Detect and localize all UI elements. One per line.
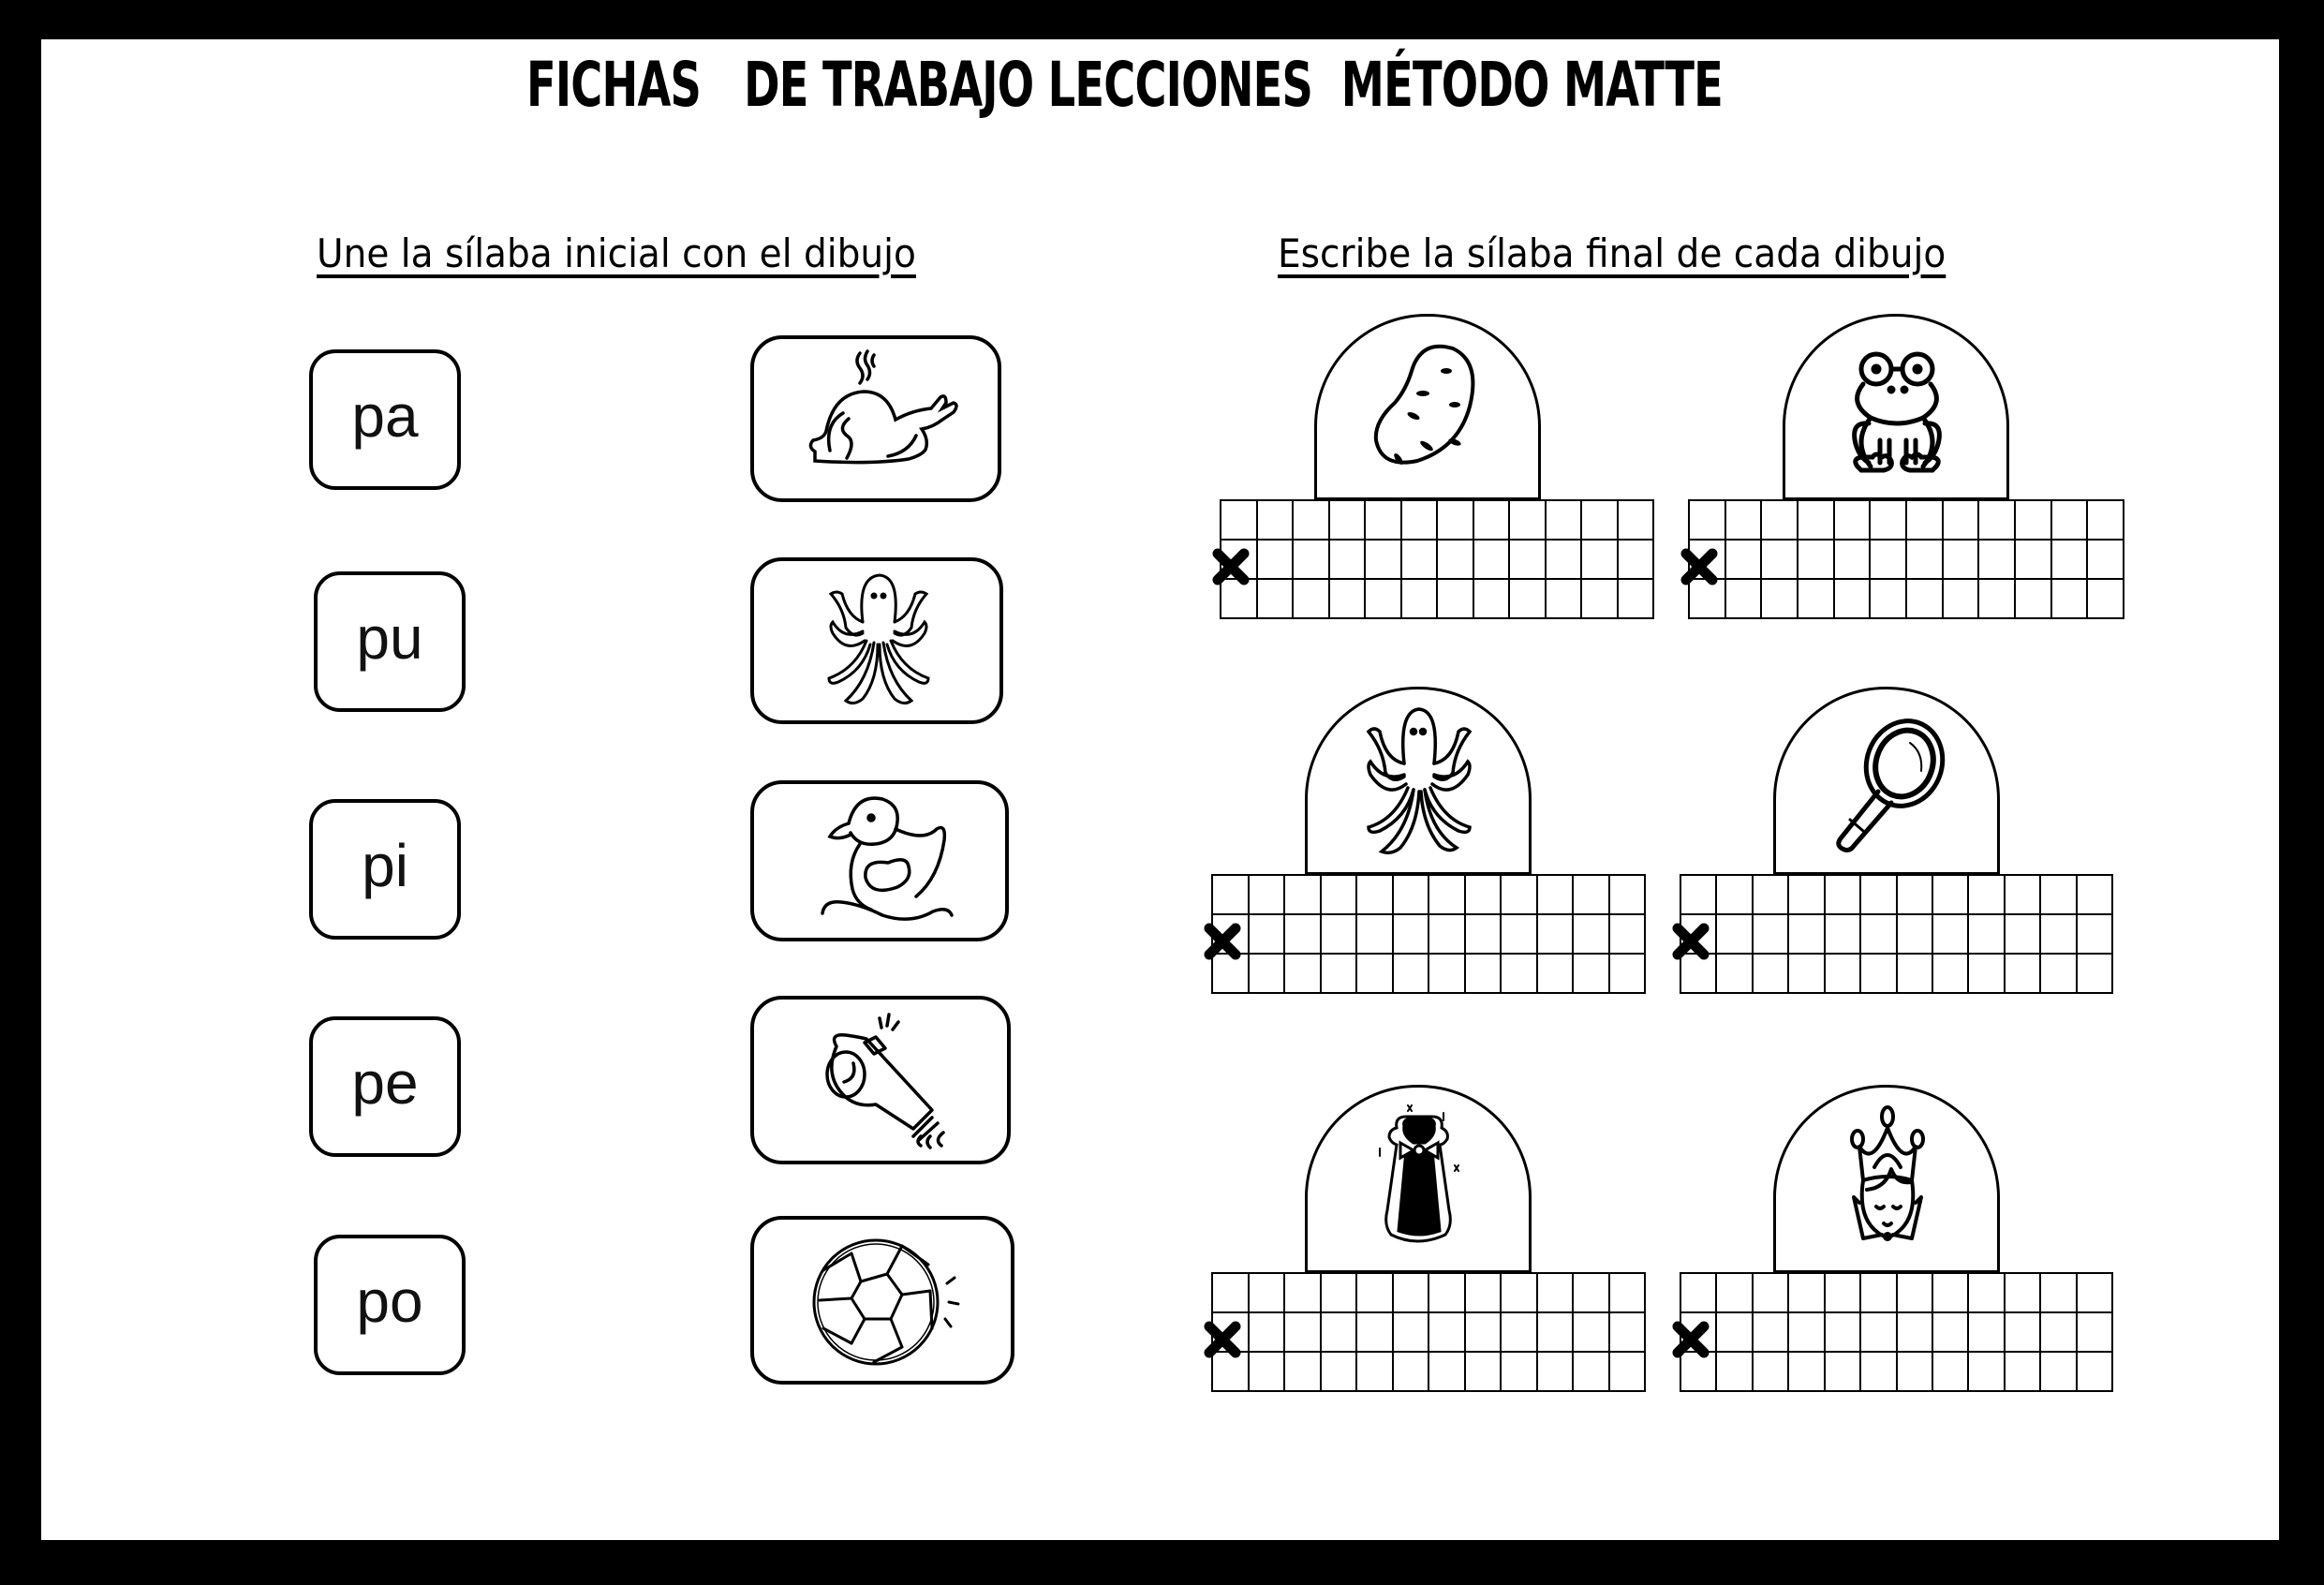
- octopus-icon: [1339, 702, 1498, 861]
- writing-grid-magnifier[interactable]: [1680, 874, 2113, 994]
- arch-card-cape: [1305, 1085, 1532, 1274]
- cape-icon: [1339, 1100, 1498, 1259]
- writing-grid-octopus[interactable]: [1211, 874, 1646, 994]
- syllable-box-po[interactable]: [314, 1235, 466, 1375]
- picture-box-whistle[interactable]: [750, 996, 1011, 1164]
- arch-card-potato: [1314, 314, 1541, 501]
- princess-icon: [1807, 1100, 1966, 1259]
- whistle-icon: [792, 1005, 970, 1155]
- arch-card-princess: [1773, 1085, 2000, 1274]
- arch-card-octopus: [1305, 687, 1532, 876]
- arch-card-frog: [1783, 314, 2009, 501]
- writing-grid-potato[interactable]: [1220, 499, 1654, 619]
- writing-grid-princess[interactable]: [1680, 1272, 2113, 1392]
- syllable-box-pi[interactable]: [309, 799, 461, 940]
- syllable-box-pu[interactable]: [314, 571, 466, 712]
- picture-box-ball[interactable]: [750, 1216, 1014, 1385]
- syllable-box-pa[interactable]: [309, 349, 461, 490]
- writing-grid-cape[interactable]: [1211, 1272, 1646, 1392]
- left-activity-heading: Une la sílaba inicial con el dibujo: [317, 230, 916, 276]
- syllable-box-pe[interactable]: [309, 1016, 461, 1157]
- roast-chicken-icon: [787, 344, 965, 494]
- frog-icon: [1816, 328, 1976, 487]
- syllable-label: pe: [351, 1049, 419, 1117]
- syllable-label: po: [356, 1267, 423, 1335]
- soccer-ball-icon: [793, 1225, 971, 1375]
- picture-box-octopus[interactable]: [750, 557, 1003, 724]
- duck-icon: [791, 786, 969, 936]
- syllable-label: pa: [351, 382, 419, 450]
- magnifying-glass-icon: [1807, 702, 1966, 861]
- potato-icon: [1348, 328, 1507, 487]
- page-title: FICHAS DE TRABAJO LECCIONES MÉTODO MATTE: [525, 49, 1724, 121]
- writing-grid-frog[interactable]: [1688, 499, 2124, 619]
- syllable-label: pu: [356, 604, 423, 672]
- syllable-label: pi: [362, 832, 408, 899]
- octopus-icon: [788, 566, 966, 716]
- picture-box-duck[interactable]: [750, 780, 1009, 941]
- arch-card-magnifier: [1773, 687, 2000, 876]
- picture-box-chicken[interactable]: [750, 335, 1001, 502]
- right-activity-heading: Escribe la sílaba final de cada dibujo: [1278, 230, 1947, 276]
